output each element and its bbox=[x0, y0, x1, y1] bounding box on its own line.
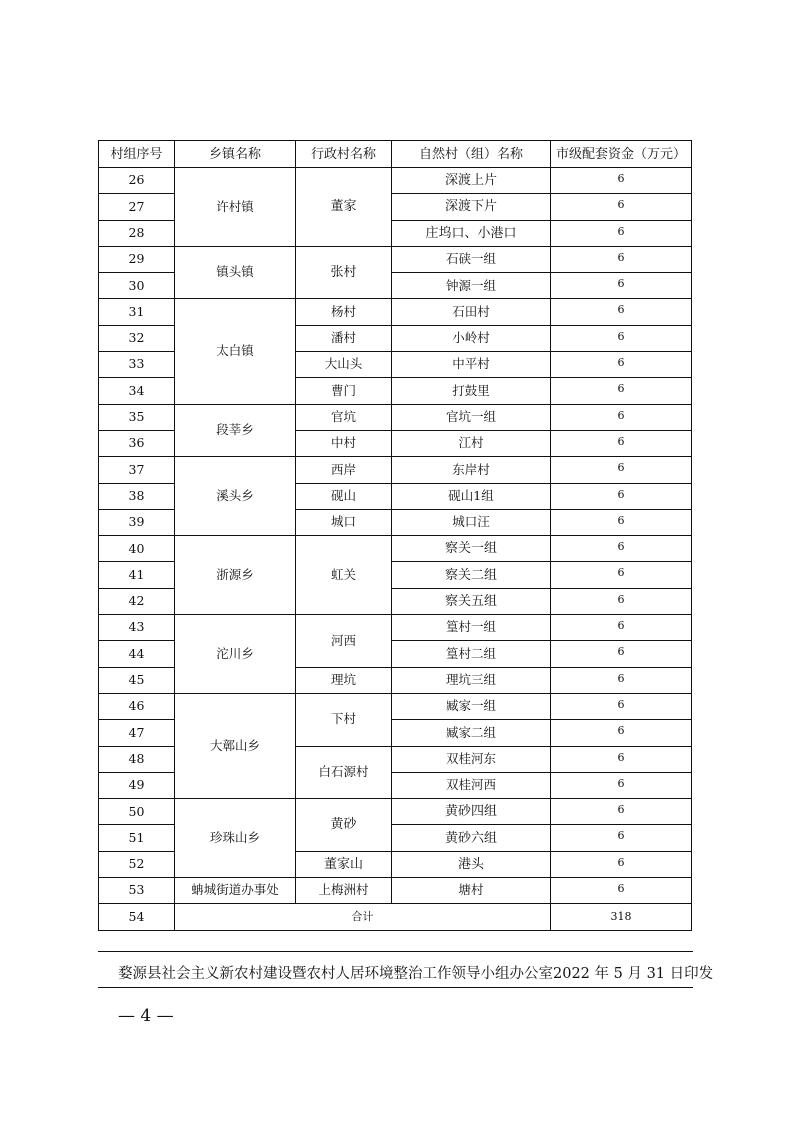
funding-amount: 6 bbox=[551, 667, 692, 693]
funding-amount: 6 bbox=[551, 273, 692, 299]
table-row bbox=[99, 878, 692, 904]
admin-village-name: 大山头 bbox=[296, 352, 392, 378]
funding-amount: 6 bbox=[551, 194, 692, 220]
funding-amount: 6 bbox=[551, 430, 692, 456]
serial-no: 49 bbox=[99, 772, 175, 798]
natural-village-name: 塘村 bbox=[392, 878, 551, 904]
serial-no: 29 bbox=[99, 246, 175, 272]
funding-amount: 6 bbox=[551, 720, 692, 746]
natural-village-name: 黄砂六组 bbox=[392, 825, 551, 851]
admin-village-name: 城口 bbox=[296, 509, 392, 535]
serial-no: 34 bbox=[99, 378, 175, 404]
header-admin-village: 行政村名称 bbox=[296, 141, 392, 168]
serial-no: 39 bbox=[99, 509, 175, 535]
serial-no: 26 bbox=[99, 168, 175, 194]
funding-amount: 6 bbox=[551, 878, 692, 904]
header-serial-no: 村组序号 bbox=[99, 141, 175, 168]
serial-no: 31 bbox=[99, 299, 175, 325]
natural-village-name: 深渡下片 bbox=[392, 194, 551, 220]
admin-village-name: 杨村 bbox=[296, 299, 392, 325]
town-name: 珍珠山乡 bbox=[175, 799, 296, 878]
footer-top-rule bbox=[98, 951, 693, 952]
serial-no: 48 bbox=[99, 746, 175, 772]
header-town: 乡镇名称 bbox=[175, 141, 296, 168]
natural-village-name: 东岸村 bbox=[392, 457, 551, 483]
natural-village-name: 察关五组 bbox=[392, 588, 551, 614]
funding-amount: 6 bbox=[551, 799, 692, 825]
funding-amount: 6 bbox=[551, 536, 692, 562]
natural-village-name: 察关一组 bbox=[392, 536, 551, 562]
natural-village-name: 石田村 bbox=[392, 299, 551, 325]
admin-village-name: 虹关 bbox=[296, 536, 392, 615]
table-row bbox=[99, 615, 692, 641]
admin-village-name: 黄砂 bbox=[296, 799, 392, 852]
funding-amount: 6 bbox=[551, 168, 692, 194]
table-row bbox=[99, 799, 692, 825]
funding-amount: 6 bbox=[551, 325, 692, 351]
table-row bbox=[99, 404, 692, 430]
admin-village-name: 西岸 bbox=[296, 457, 392, 483]
funding-amount: 6 bbox=[551, 246, 692, 272]
serial-no: 46 bbox=[99, 693, 175, 719]
serial-no: 45 bbox=[99, 667, 175, 693]
admin-village-name: 张村 bbox=[296, 246, 392, 299]
funding-amount: 6 bbox=[551, 378, 692, 404]
admin-village-name: 曹门 bbox=[296, 378, 392, 404]
table-row bbox=[99, 536, 692, 562]
serial-no: 30 bbox=[99, 273, 175, 299]
serial-no: 43 bbox=[99, 615, 175, 641]
total-row bbox=[99, 904, 692, 930]
natural-village-name: 中平村 bbox=[392, 352, 551, 378]
admin-village-name: 河西 bbox=[296, 615, 392, 668]
serial-no: 27 bbox=[99, 194, 175, 220]
table-row bbox=[99, 299, 692, 325]
serial-no: 42 bbox=[99, 588, 175, 614]
funding-amount: 6 bbox=[551, 588, 692, 614]
natural-village-name: 打鼓里 bbox=[392, 378, 551, 404]
natural-village-name: 篁村一组 bbox=[392, 615, 551, 641]
natural-village-name: 深渡上片 bbox=[392, 168, 551, 194]
serial-no: 32 bbox=[99, 325, 175, 351]
natural-village-name: 江村 bbox=[392, 430, 551, 456]
footer-bottom-rule bbox=[98, 987, 693, 988]
table-row bbox=[99, 168, 692, 194]
funding-amount: 6 bbox=[551, 352, 692, 378]
admin-village-name: 白石源村 bbox=[296, 746, 392, 799]
funding-amount: 6 bbox=[551, 220, 692, 246]
natural-village-name: 双桂河西 bbox=[392, 772, 551, 798]
town-name: 段莘乡 bbox=[175, 404, 296, 457]
town-name: 蚺城街道办事处 bbox=[175, 878, 296, 904]
natural-village-name: 臧家一组 bbox=[392, 693, 551, 719]
natural-village-name: 钟源一组 bbox=[392, 273, 551, 299]
serial-no: 35 bbox=[99, 404, 175, 430]
serial-no: 40 bbox=[99, 536, 175, 562]
funding-amount: 6 bbox=[551, 825, 692, 851]
serial-no: 38 bbox=[99, 483, 175, 509]
natural-village-name: 理坑三组 bbox=[392, 667, 551, 693]
admin-village-name: 董家 bbox=[296, 168, 392, 247]
natural-village-name: 石硖一组 bbox=[392, 246, 551, 272]
serial-no: 54 bbox=[99, 904, 175, 930]
natural-village-name: 城口汪 bbox=[392, 509, 551, 535]
town-name: 浙源乡 bbox=[175, 536, 296, 615]
table-header-row bbox=[99, 141, 692, 168]
page-number: — 4 — bbox=[118, 1006, 174, 1026]
header-funding: 市级配套资金（万元） bbox=[551, 141, 692, 168]
natural-village-name: 察关二组 bbox=[392, 562, 551, 588]
natural-village-name: 小岭村 bbox=[392, 325, 551, 351]
funding-amount: 6 bbox=[551, 509, 692, 535]
header-natural-village: 自然村（组）名称 bbox=[392, 141, 551, 168]
admin-village-name: 潘村 bbox=[296, 325, 392, 351]
total-amount: 318 bbox=[551, 904, 692, 930]
table-row bbox=[99, 693, 692, 719]
natural-village-name: 官坑一组 bbox=[392, 404, 551, 430]
table-row bbox=[99, 457, 692, 483]
town-name: 大鄣山乡 bbox=[175, 693, 296, 798]
footer-office: 婺源县社会主义新农村建设暨农村人居环境整治工作领导小组办公室 bbox=[118, 966, 553, 982]
funding-amount: 6 bbox=[551, 483, 692, 509]
natural-village-name: 砚山1组 bbox=[392, 483, 551, 509]
admin-village-name: 下村 bbox=[296, 693, 392, 746]
funding-amount: 6 bbox=[551, 562, 692, 588]
footer-date: 2022 年 5 月 31 日印发 bbox=[553, 966, 714, 982]
serial-no: 41 bbox=[99, 562, 175, 588]
funding-amount: 6 bbox=[551, 746, 692, 772]
serial-no: 52 bbox=[99, 851, 175, 877]
funding-amount: 6 bbox=[551, 404, 692, 430]
funding-amount: 6 bbox=[551, 641, 692, 667]
serial-no: 51 bbox=[99, 825, 175, 851]
serial-no: 28 bbox=[99, 220, 175, 246]
serial-no: 47 bbox=[99, 720, 175, 746]
serial-no: 33 bbox=[99, 352, 175, 378]
funding-table bbox=[98, 140, 692, 931]
table-row bbox=[99, 246, 692, 272]
natural-village-name: 港头 bbox=[392, 851, 551, 877]
natural-village-name: 臧家二组 bbox=[392, 720, 551, 746]
admin-village-name: 董家山 bbox=[296, 851, 392, 877]
natural-village-name: 双桂河东 bbox=[392, 746, 551, 772]
admin-village-name: 理坑 bbox=[296, 667, 392, 693]
total-label: 合计 bbox=[175, 904, 551, 930]
admin-village-name: 上梅洲村 bbox=[296, 878, 392, 904]
natural-village-name: 庄坞口、小港口 bbox=[392, 220, 551, 246]
admin-village-name: 中村 bbox=[296, 430, 392, 456]
funding-amount: 6 bbox=[551, 299, 692, 325]
town-name: 许村镇 bbox=[175, 168, 296, 247]
town-name: 镇头镇 bbox=[175, 246, 296, 299]
serial-no: 44 bbox=[99, 641, 175, 667]
serial-no: 36 bbox=[99, 430, 175, 456]
serial-no: 37 bbox=[99, 457, 175, 483]
funding-amount: 6 bbox=[551, 615, 692, 641]
town-name: 沱川乡 bbox=[175, 615, 296, 694]
town-name: 太白镇 bbox=[175, 299, 296, 404]
serial-no: 53 bbox=[99, 878, 175, 904]
admin-village-name: 砚山 bbox=[296, 483, 392, 509]
admin-village-name: 官坑 bbox=[296, 404, 392, 430]
funding-amount: 6 bbox=[551, 457, 692, 483]
natural-village-name: 黄砂四组 bbox=[392, 799, 551, 825]
funding-amount: 6 bbox=[551, 772, 692, 798]
serial-no: 50 bbox=[99, 799, 175, 825]
town-name: 溪头乡 bbox=[175, 457, 296, 536]
funding-amount: 6 bbox=[551, 693, 692, 719]
natural-village-name: 篁村二组 bbox=[392, 641, 551, 667]
funding-amount: 6 bbox=[551, 851, 692, 877]
